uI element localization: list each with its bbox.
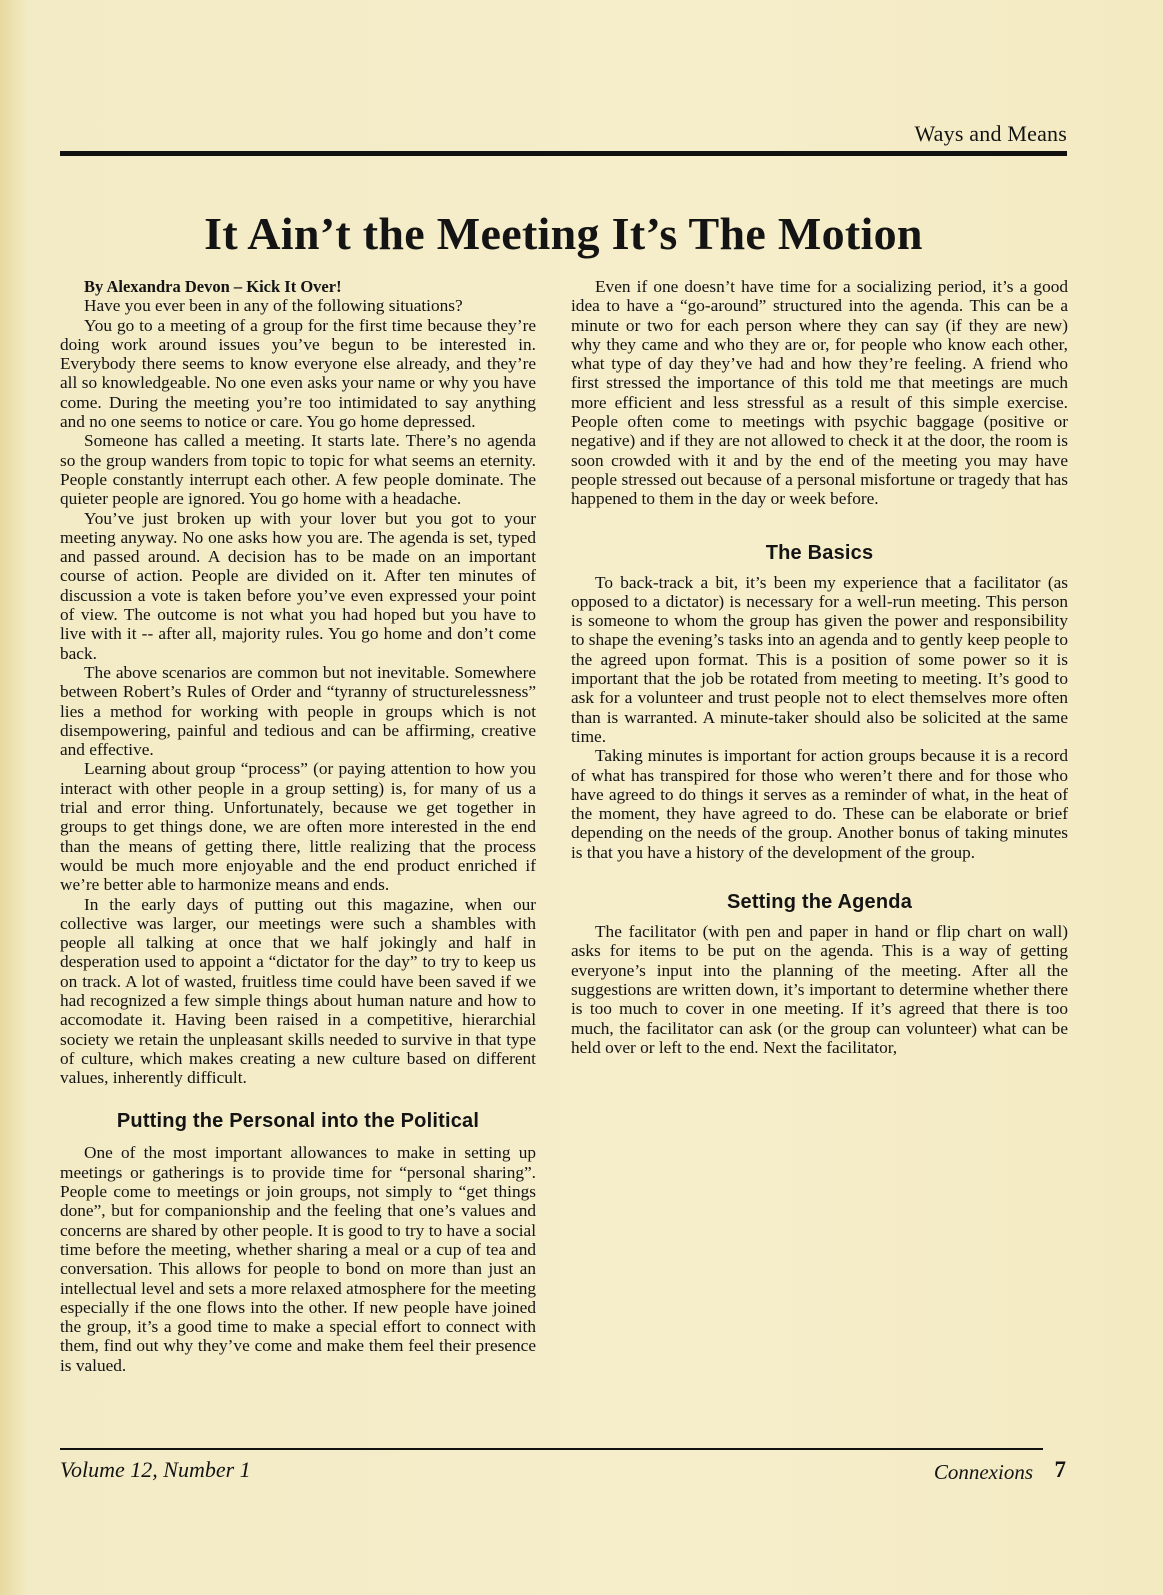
subheading-basics: The Basics — [765, 541, 874, 564]
paragraph: Taking minutes is important for action groups because it is a record of what has transpired for those who weren’t there and for those who have agreed to do things it serves as a reminder of what, in the heat of the moment, they have agreed to do. These can be elaborate or brief depending on the needs of the group. Another bonus of taking minutes is that you have a history of the development of the group. — [571, 746, 1068, 862]
paragraph: Have you ever been in any of the following situations? — [84, 296, 463, 316]
left-column — [60, 277, 536, 1375]
footer-rule — [60, 1448, 1043, 1450]
paragraph: You’ve just broken up with your lover but you got to your meeting anyway. No one asks how you are. The agenda is set, typed and passed around. A decision has to be made on an important course of action. People are divided on it. After ten minutes of discussion a vote is taken before you’ve even expressed your point of view. The outcome is not what you had hoped but you have to live with it -- after all, majority rules. You go home and don’t come back. — [60, 508, 536, 663]
paragraph: The above scenarios are common but not inevitable. Somewhere between Robert’s Rules of Order and “tyranny of structurelessness” lies a method for working with people in groups which is not disempowering, painful and tedious and can be affirming, creative and effective. — [60, 662, 536, 760]
publication-name: Connexions — [933, 1460, 1033, 1484]
paragraph-continued: One of the most important allowances to make in setting up meetings or gatherings is to provide time for “personal sharing”. People come to meetings or join groups, not simply to “get things done”, but for companionship and the feeling that one’s values and concerns are shared by other people. It is good to try to have a social time before the meeting, whether sharing a meal or a cup of tea and conversation. This allows for people to bond on more than just an intellectual level and sets a more relaxed atmosphere for the meeting especially if the one flows into the other. If new people have joined the group, it’s a good time to make a special effort to connect with them, find out why they’ve come and make them feel their presence is valued. — [60, 1143, 536, 1375]
paragraph: To back-track a bit, it’s been my experience that a facilitator (as opposed to a dictator) is necessary for a well-run meeting. This person is someone to whom the group has given the power and responsibility to shape the evening’s tasks into an agenda and to gently keep people to the agreed upon format. This is a position of some power so it is important that the job be rotated from meeting to meeting. It’s good to ask for a volunteer and trust people not to elect themselves more often than is warranted. A minute-taker should also be solicited at the same time. — [571, 572, 1068, 746]
subheading-agenda: Setting the Agenda — [726, 891, 913, 914]
paragraph: Learning about group “process” (or paying attention to how you interact with other people in a group setting) is, for many of us a trial and error thing. Unfortunately, because we get together in groups to get things done, we are often more interested in the end than the means of getting there, little realizing that the process would be much more enjoyable and the end product enriched if we’re better able to harmonize means and ends. — [60, 759, 536, 895]
subheading-personal-political: Putting the Personal into the Political — [116, 1110, 480, 1133]
section-name: Ways and Means — [914, 121, 1067, 146]
byline: By Alexandra Devon – Kick It Over! — [84, 277, 342, 296]
header-rule — [60, 151, 1067, 156]
issue-label: Volume 12, Number 1 — [60, 1457, 251, 1482]
page-number: 7 — [1054, 1457, 1066, 1482]
right-column — [571, 277, 1068, 1057]
paragraph: In the early days of putting out this magazine, when our collective was larger, our meetings were such a shambles with people all talking at once that we half jokingly and half in desperation used to appoint a “dictator for the day” to try to keep us on track. A lot of wasted, fruitless time could have been saved if we had recognized a few simple things about human nature and how to accomodate it. Having been raised in a competitive, hierarchial society we retain the unpleasant skills needed to survive in that type of culture, which makes creating a new culture based on different values, inherently difficult. — [60, 894, 536, 1088]
paragraph: Even if one doesn’t have time for a socializing period, it’s a good idea to have a “go-around” structured into the agenda. This can be a minute or two for each person where they can say (if they are new) why they came and who they are or, for people who know each other, what type of day they’ve had and how they’re feeling. A friend who first stressed the importance of this told me that meetings are much more efficient and less stressful as a result of this simple exercise. People often come to meetings with psychic baggage (positive or negative) and if they are not allowed to check it at the door, the room is soon crowded with it and by the end of the meeting you may have people stressed out because of a personal misfortune or tragedy that has happened to them in the day or week before. — [571, 277, 1068, 509]
paragraph: The facilitator (with pen and paper in hand or flip chart on wall) asks for items to be put on the agenda. This is a way of getting everyone’s input into the planning of the meeting. After all the suggestions are written down, it’s important to determine whether there is too much to cover in one meeting. If it’s agreed that there is too much, the facilitator can ask (or the group can volunteer) what can be held over or left to the end. Next the facilitator, — [571, 922, 1068, 1057]
paragraph: You go to a meeting of a group for the first time because they’re doing work around issues you’ve begun to be interested in. Everybody there seems to know everyone else already, and they’re all so knowledgeable. No one even asks your name or why you have come. During the meeting you’re too intimidated to say anything and no one seems to notice or care. You go home depressed. — [60, 315, 536, 432]
paragraph: Someone has called a meeting. It starts late. There’s no agenda so the group wanders from topic to topic for what seems an eternity. People constantly interrupt each other. A few people dominate. The quieter people are ignored. You go home with a headache. — [60, 431, 536, 509]
article-headline: It Ain’t the Meeting It’s The Motion — [204, 208, 923, 259]
